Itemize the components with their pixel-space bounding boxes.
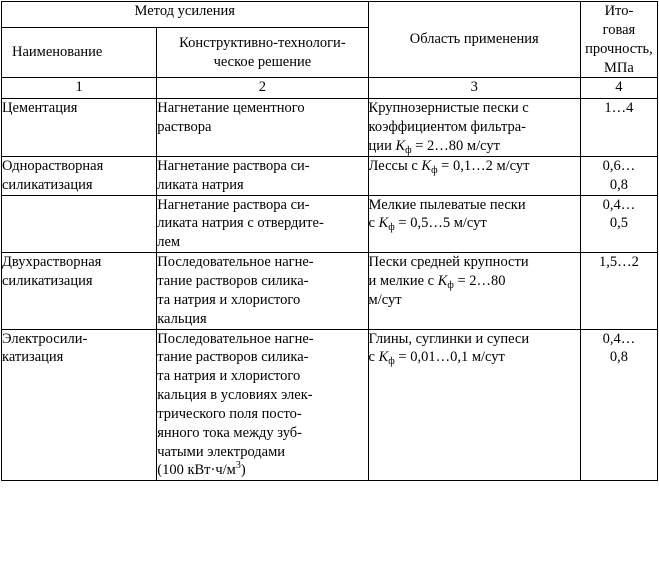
table-row [2,329,658,481]
row1-application-line1: Крупнозернистые пески с [368,100,529,117]
row5-solution-line1: Последовательное нагне- [157,330,314,347]
row1-application-line2: коэффициентом фильтра- [368,119,527,136]
header-name: Наименование [2,27,157,77]
number-cell-2: 2 [157,78,368,99]
header-solution [157,27,368,77]
group-header-method: Метод усиления [2,2,369,28]
cell-application [368,156,580,195]
cell-name [2,195,157,253]
row3-strength-line2: 0,5 [609,215,628,232]
table-row [2,156,658,195]
row2-name-line2: силикатизация [2,176,93,193]
row2-solution-line1: Нагнетание раствора си- [157,157,310,174]
table-number-row [2,78,658,99]
number-cell-1: 1 [2,78,157,99]
number-cell-3: 3 [368,78,580,99]
row5-name-line2: катизация [2,349,64,366]
row5-solution-line6: янного тока между зуб- [157,424,302,441]
header-strength-line4: МПа [604,59,634,76]
row3-name [2,196,156,215]
cell-name [2,253,157,329]
row1-application-line3: ции $K_ф$ = 2…80 м/сут [368,138,500,157]
row1-name: Цементация [2,100,78,117]
row5-application-line2: с $K_ф$ = 0,01…0,1 м/сут [368,349,505,368]
cell-strength [580,156,657,195]
row4-name-line2: силикатизация [2,272,93,289]
cell-name [2,156,157,195]
row5-name-line1: Электросили- [2,330,88,347]
table-row [2,99,658,157]
header-strength-line2: говая [602,21,636,38]
table-row [2,253,658,329]
row5-strength-line1: 0,4… [602,330,636,347]
row1-strength: 1…4 [604,100,634,117]
row3-strength-line1: 0,4… [602,196,636,213]
row4-solution-line1: Последовательное нагне- [157,254,314,271]
reinforcement-methods-table [1,1,658,481]
row3-application-line2: с $K_ф$ = 0,5…5 м/сут [368,215,487,234]
header-solution-line1: Конструктивно-технологи- [179,34,346,51]
cell-solution [157,329,368,481]
row4-application-line1: Пески средней крупности [368,254,529,271]
header-application: Область применения [368,2,580,78]
row5-solution-line4: кальция в условиях элек- [157,387,313,404]
row4-strength: 1,5…2 [598,254,639,271]
row5-strength-line2: 0,8 [609,349,628,366]
row5-solution-line3: та натрия и хлористого [157,368,301,385]
row1-solution-line1: Нагнетание цементного [157,100,305,117]
cell-application [368,253,580,329]
header-strength [580,2,657,78]
cell-solution [157,156,368,195]
row4-application-line2: и мелкие с $K_ф$ = 2…80 [368,272,506,291]
row3-solution-line2: ликата натрия с отвердите- [157,215,324,232]
row2-name-line1: Однорастворная [2,157,104,174]
row2-strength-line2: 0,8 [609,176,628,193]
row4-solution-line3: та натрия и хлористого [157,291,301,308]
document-page [0,1,659,585]
row5-solution-line8: (100 $кВт\cdot ч/м^3$) [157,460,246,479]
cell-solution [157,195,368,253]
cell-application [368,195,580,253]
cell-strength [580,329,657,481]
row4-solution-line4: кальция [157,310,207,327]
row5-solution-line7: чатыми электродами [157,443,286,460]
row4-name-line1: Двухрастворная [2,254,102,271]
row5-solution-line2: тание растворов силика- [157,349,309,366]
table-group-header-row [2,2,658,28]
header-strength-line3: прочность, [585,40,653,57]
row3-solution-line1: Нагнетание раствора си- [157,196,310,213]
row2-application-line1: Лессы с $K_ф$ = 0,1…2 м/сут [368,157,530,176]
cell-name [2,329,157,481]
cell-solution [157,253,368,329]
row1-solution-line2: раствора [157,119,212,136]
cell-strength [580,253,657,329]
header-solution-line2: ческое решение [213,53,312,70]
cell-strength [580,99,657,157]
row3-application-line1: Мелкие пылеватые пески [368,196,526,213]
row4-application-line3: м/сут [368,291,402,308]
header-strength-line1: Ито- [604,3,634,19]
cell-solution [157,99,368,157]
cell-name [2,99,157,157]
row5-solution-line5: трического поля посто- [157,405,302,422]
cell-application [368,99,580,157]
table-row [2,195,658,253]
cell-strength [580,195,657,253]
row2-strength-line1: 0,6… [602,157,636,174]
row3-solution-line3: лем [157,234,181,251]
cell-application [368,329,580,481]
row4-solution-line2: тание растворов силика- [157,272,309,289]
row5-application-line1: Глины, суглинки и супеси [368,330,530,347]
row2-solution-line2: ликата натрия [157,176,244,193]
number-cell-4: 4 [580,78,657,99]
